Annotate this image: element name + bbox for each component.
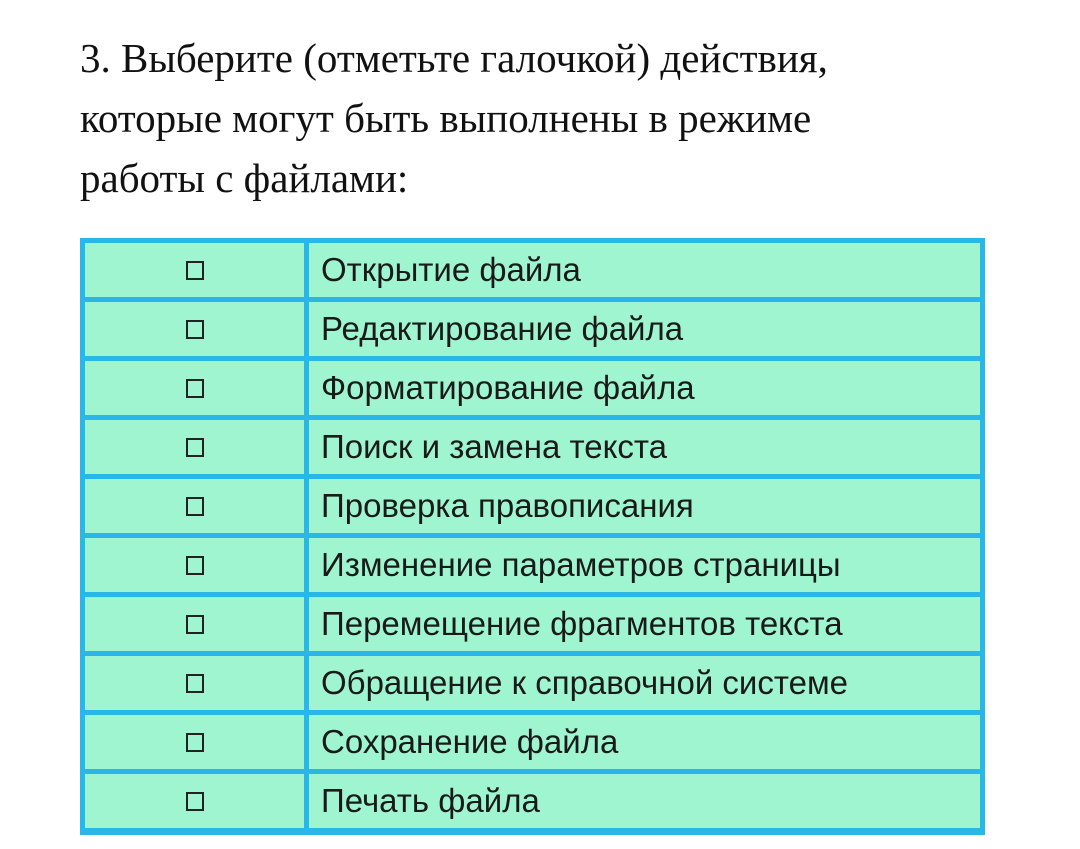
table-row bbox=[85, 538, 980, 592]
table-row bbox=[85, 715, 980, 769]
table-row bbox=[85, 420, 980, 474]
checkbox-cell bbox=[85, 597, 304, 651]
actions-table bbox=[80, 238, 985, 835]
checkbox[interactable] bbox=[186, 438, 204, 457]
checkbox[interactable] bbox=[186, 792, 204, 811]
question-line: работы с файлами: bbox=[80, 155, 409, 201]
action-label: Перемещение фрагментов текста bbox=[309, 597, 980, 651]
table-row bbox=[85, 302, 980, 356]
question-line: 3. Выберите (отметьте галочкой) действия, bbox=[80, 35, 828, 81]
question-line: которые могут быть выполнены в режиме bbox=[80, 95, 812, 141]
action-label: Редактирование файла bbox=[309, 302, 980, 356]
checkbox[interactable] bbox=[186, 320, 204, 339]
checkbox-cell bbox=[85, 715, 304, 769]
table-row bbox=[85, 656, 980, 710]
checkbox[interactable] bbox=[186, 261, 204, 280]
checkbox-cell bbox=[85, 420, 304, 474]
checkbox-cell bbox=[85, 243, 304, 297]
checkbox-cell bbox=[85, 479, 304, 533]
table-row bbox=[85, 361, 980, 415]
table-row bbox=[85, 243, 980, 297]
checkbox-cell bbox=[85, 774, 304, 828]
checkbox-cell bbox=[85, 302, 304, 356]
action-label: Форматирование файла bbox=[309, 361, 980, 415]
action-label: Поиск и замена текста bbox=[309, 420, 980, 474]
checkbox-cell bbox=[85, 361, 304, 415]
action-label: Проверка правописания bbox=[309, 479, 980, 533]
table-row bbox=[85, 774, 980, 828]
checkbox[interactable] bbox=[186, 379, 204, 398]
action-label: Сохранение файла bbox=[309, 715, 980, 769]
checkbox-cell bbox=[85, 656, 304, 710]
checkbox[interactable] bbox=[186, 497, 204, 516]
action-label: Обращение к справочной системе bbox=[309, 656, 980, 710]
action-label: Открытие файла bbox=[309, 243, 980, 297]
checkbox[interactable] bbox=[186, 615, 204, 634]
table-row bbox=[85, 479, 980, 533]
action-label: Изменение параметров страницы bbox=[309, 538, 980, 592]
checkbox-cell bbox=[85, 538, 304, 592]
checkbox[interactable] bbox=[186, 733, 204, 752]
question-text bbox=[80, 28, 1040, 208]
checkbox[interactable] bbox=[186, 674, 204, 693]
action-label: Печать файла bbox=[309, 774, 980, 828]
table-row bbox=[85, 597, 980, 651]
checkbox[interactable] bbox=[186, 556, 204, 575]
